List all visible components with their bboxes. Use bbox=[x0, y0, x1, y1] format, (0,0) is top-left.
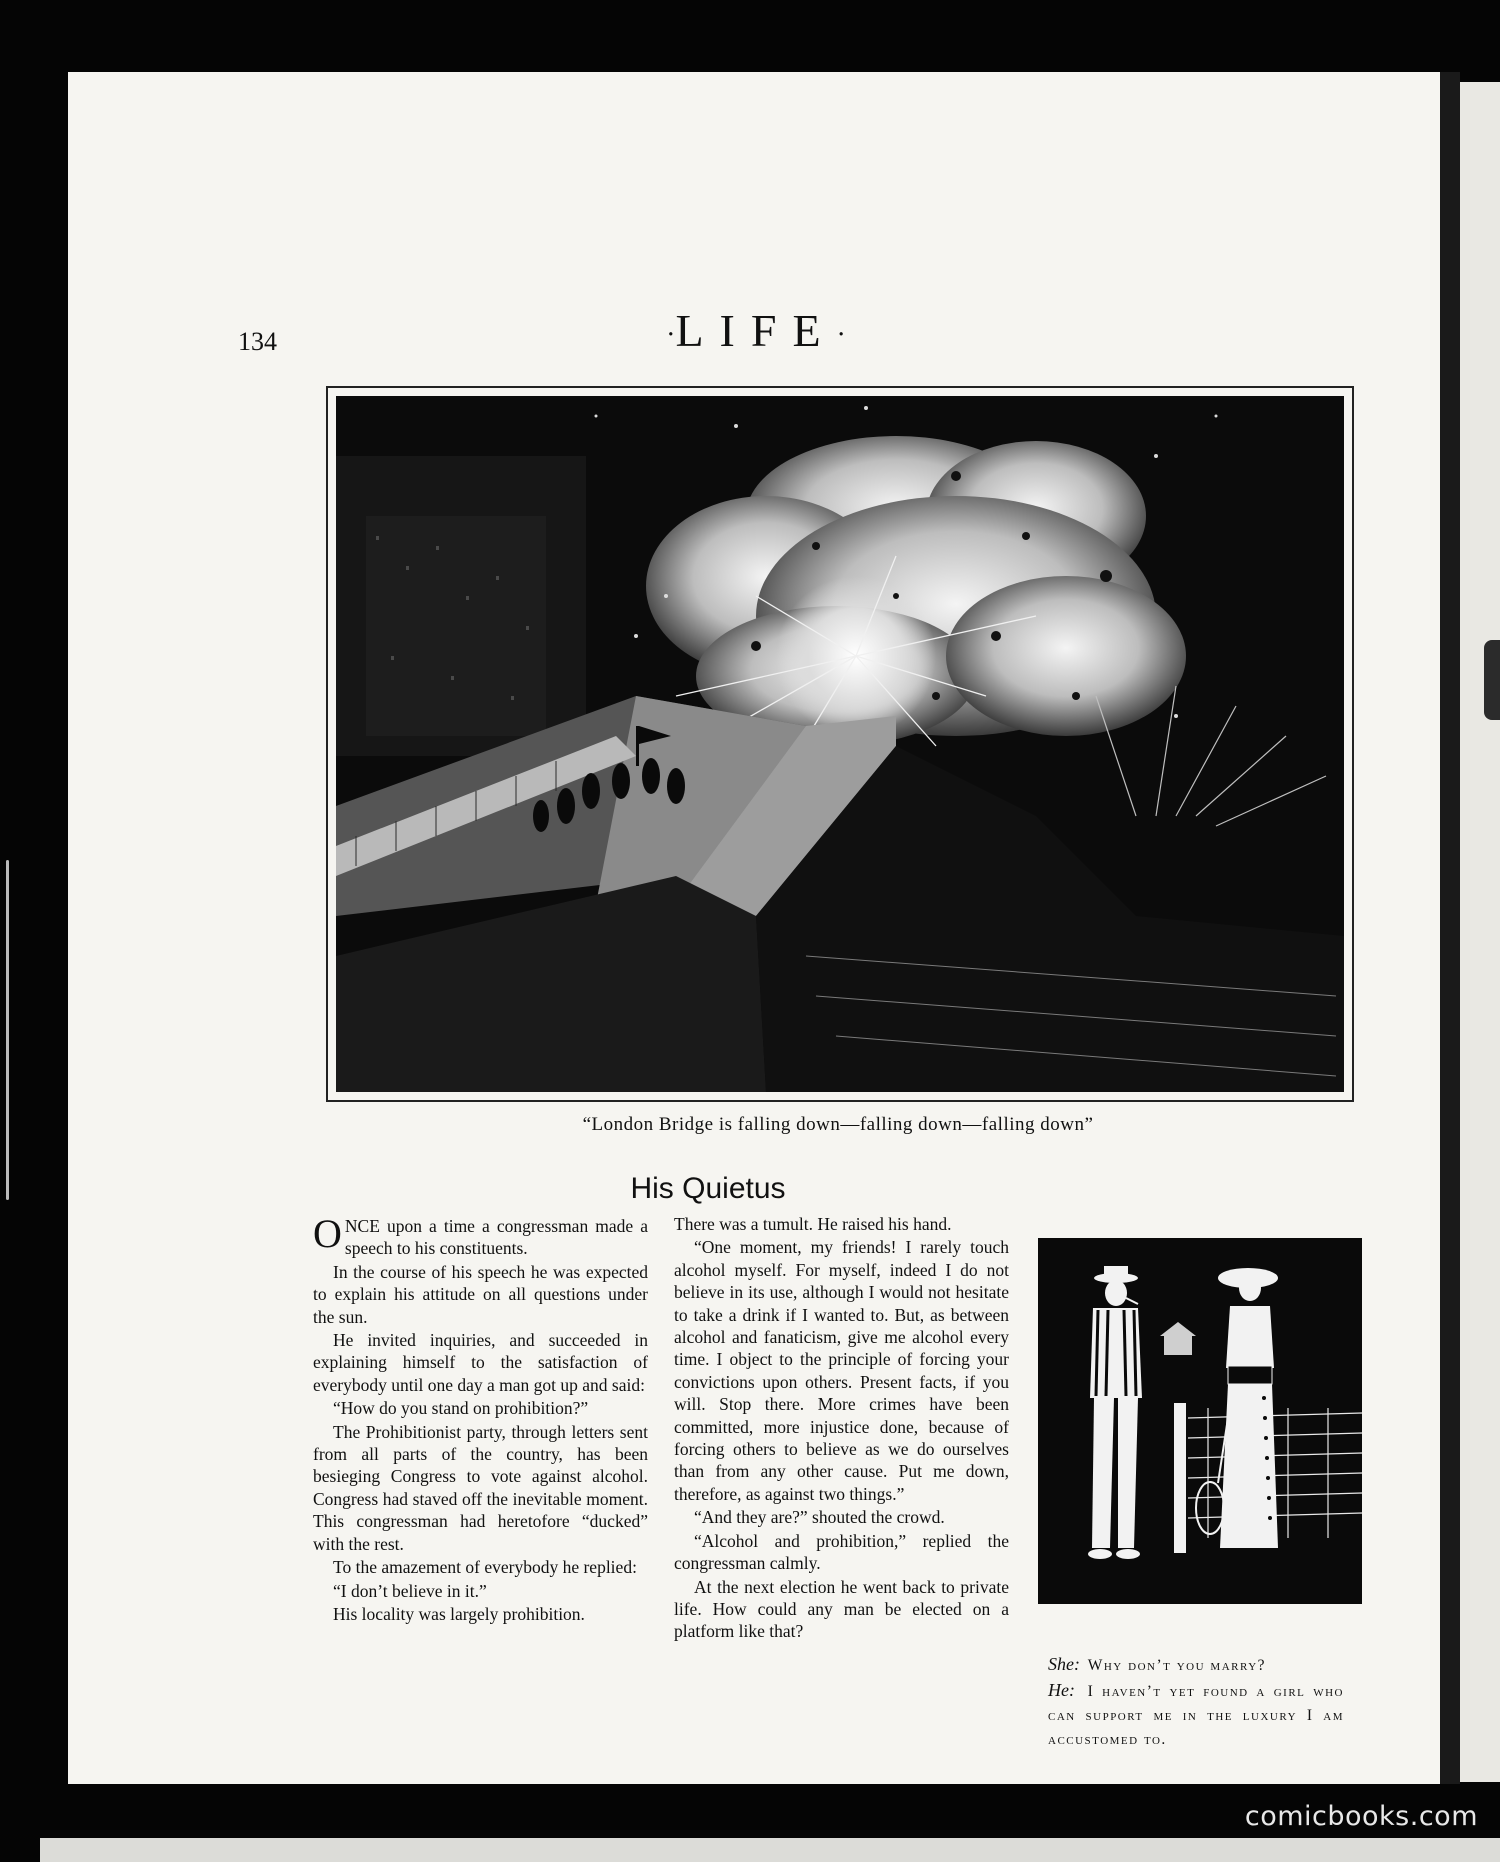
next-page-edge bbox=[1458, 82, 1500, 1782]
article-title: His Quietus bbox=[630, 1172, 786, 1205]
paragraph: In the course of his speech he was expected to explain his attitude on all questions under the sun. bbox=[313, 1261, 648, 1327]
magazine-page bbox=[68, 72, 1444, 1784]
paragraph-continued: There was a tumult. He raised his hand. bbox=[674, 1214, 952, 1234]
she-label: She: bbox=[1048, 1654, 1080, 1674]
tennis-cartoon bbox=[1038, 1238, 1362, 1604]
couple-drawing bbox=[1038, 1238, 1362, 1604]
paragraph: “How do you stand on prohibition?” bbox=[333, 1398, 589, 1419]
article-column-2 bbox=[674, 1213, 1009, 1644]
she-text: Why don’t you marry? bbox=[1087, 1657, 1267, 1674]
masthead-dot-left: · bbox=[666, 319, 676, 351]
illustration-caption: “London Bridge is falling down—falling down—falling down” bbox=[582, 1114, 1094, 1135]
first-paragraph-text: NCE upon a time a congressman made a speech to his constituents. bbox=[344, 1216, 648, 1259]
binding-mark bbox=[1484, 640, 1500, 720]
left-sheet-edge bbox=[6, 860, 9, 1200]
london-bridge-illustration bbox=[336, 396, 1344, 1092]
paragraph: At the next election he went back to private life. How could any man be elected on a platform like that? bbox=[674, 1576, 1009, 1642]
paragraph: To the amazement of everybody he replied: bbox=[333, 1557, 637, 1578]
paragraph: He invited inquiries, and succeeded in explaining himself to the satisfaction of everybody until one day a man got up and said: bbox=[313, 1330, 648, 1395]
he-line bbox=[1048, 1678, 1344, 1752]
masthead bbox=[68, 304, 1444, 357]
bottom-sheet-edge bbox=[40, 1838, 1500, 1862]
paragraph: “Alcohol and prohibition,” replied the congressman calmly. bbox=[674, 1530, 1009, 1574]
masthead-title: LIFE bbox=[675, 305, 837, 356]
drop-cap: O bbox=[313, 1211, 342, 1256]
cartoon-caption bbox=[1048, 1652, 1344, 1752]
she-line bbox=[1048, 1652, 1344, 1678]
masthead-dot-right: · bbox=[836, 319, 846, 351]
article-column-1 bbox=[313, 1211, 648, 1626]
paragraph: “One moment, my friends! I rarely touch alcohol myself. For myself, indeed I do not believe in its use, although I would not hesitate to take a drink if I wanted to. But, as between alcohol and fanaticism, give me alcohol every time. I object to the principle of forcing your convictions upon others. Present facts, if you will. Stop there. More crimes have been committed, more injustice done, because of forcing others to believe as we do ourselves than from any other cause. Put me down, therefore, as against two things.” bbox=[674, 1237, 1009, 1504]
site-watermark: comicbooks.com bbox=[1244, 1801, 1478, 1832]
page-gutter-shadow bbox=[1440, 72, 1460, 1784]
page-number: 134 bbox=[238, 327, 277, 356]
paragraph: The Prohibitionist party, through letters sent from all parts of the country, has been besieging Congress to vote against alcohol. Congress had staved off the inevitable moment. This congressman had heretofore “ducked” with the rest. bbox=[313, 1421, 648, 1554]
illustration-frame bbox=[326, 386, 1354, 1102]
he-label: He: bbox=[1048, 1680, 1075, 1700]
explosion-drawing bbox=[336, 396, 1344, 1092]
paragraph: “I don’t believe in it.” bbox=[333, 1580, 487, 1601]
paragraph: “And they are?” shouted the crowd. bbox=[694, 1507, 945, 1528]
article-first-paragraph bbox=[313, 1211, 648, 1260]
he-text: I haven’t yet found a girl who can support me in the luxury I am accustomed to. bbox=[1048, 1683, 1344, 1748]
paragraph: His locality was largely prohibition. bbox=[333, 1603, 585, 1624]
